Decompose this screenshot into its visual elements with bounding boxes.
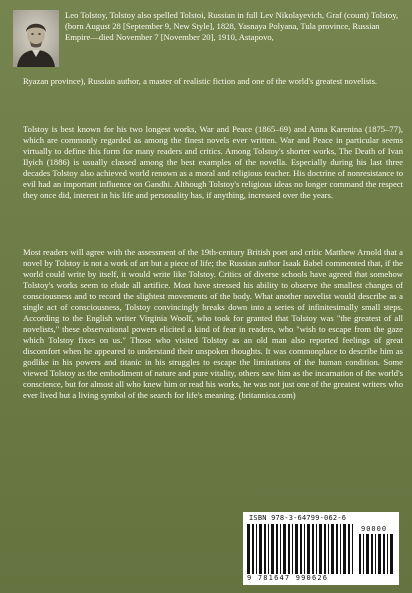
intro-paragraph-continued: Ryazan province), Russian author, a master of realistic fiction and one of the world's greatest novelists. [23,76,378,86]
barcode-addon-bars-icon [359,534,393,574]
barcode-ean-digits: 9 781647 990626 [247,574,329,582]
isbn-barcode [243,512,399,585]
author-portrait-image [13,10,59,67]
author-portrait [13,10,59,67]
body-paragraph-works: Tolstoy is best known for his two longest works, War and Peace (1865–69) and Anna Karenina (1875–77), which are commonly regarded as among the finest novels ever written. War and Peace in particular seems virtually to define this form for many readers and critics. Among Tolstoy's shorter works, The Death of Ivan Ilyich (1886) is usually classed among the best examples of the novella. Especially during his last three decades Tolstoy also achieved world renown as a moral and religious teacher. His doctrine of nonresistance to evil had an important influence on Gandhi. Although Tolstoy's religious ideas no longer command the respect they once did, interest in his life and personality has, if anything, increased over the years. [23,124,403,200]
barcode-addon-digits: 90000 [361,525,388,533]
isbn-label: ISBN 978-3-64799-062-6 [249,514,347,522]
body-paragraph-assessment: Most readers will agree with the assessment of the 19th-century British poet and critic Matthew Arnold that a novel by Tolstoy is not a work of art but a piece of life; the Russian author Isaak Babel commented that, if the world could write by itself, it would write like Tolstoy. Critics of diverse schools have agreed that somehow Tolstoy's works seem to elude all artifice. Most have stressed his ability to observe the smallest changes of consciousness and to record the slightest movements of the body. What another novelist would describe as a single act of consciousness, Tolstoy convincingly breaks down into a series of infinitesimally small steps. According to the English writer Virginia Woolf, who took for granted that Tolstoy was "the greatest of all novelists," these observational powers elicited a kind of fear in readers, who "wish to escape from the gaze which Tolstoy fixes on us." Those who visited Tolstoy as an old man also reported feelings of great discomfort when he appeared to understand their unspoken thoughts. It was commonplace to describe him as godlike in his powers and titanic in his struggles to escape the limitations of the human condition. Some viewed Tolstoy as the embodiment of nature and pure vitality, others saw him as the incarnation of the world's conscience, but for almost all who knew him or read his works, he was not just one of the greatest writers who ever lived but a living symbol of the search for life's meaning. (britannica.com) [23,247,403,400]
barcode-bars-icon [247,524,355,574]
intro-paragraph: Leo Tolstoy, Tolstoy also spelled Tolstoi, Russian in full Lev Nikolayevich, Graf (count) Tolstoy, (born August 28 [September 9, New Style], 1828, Yasnaya Polyana, Tula province, Russian Empire—died November 7 [November 20], 1910, Astapovo, [65,10,399,42]
